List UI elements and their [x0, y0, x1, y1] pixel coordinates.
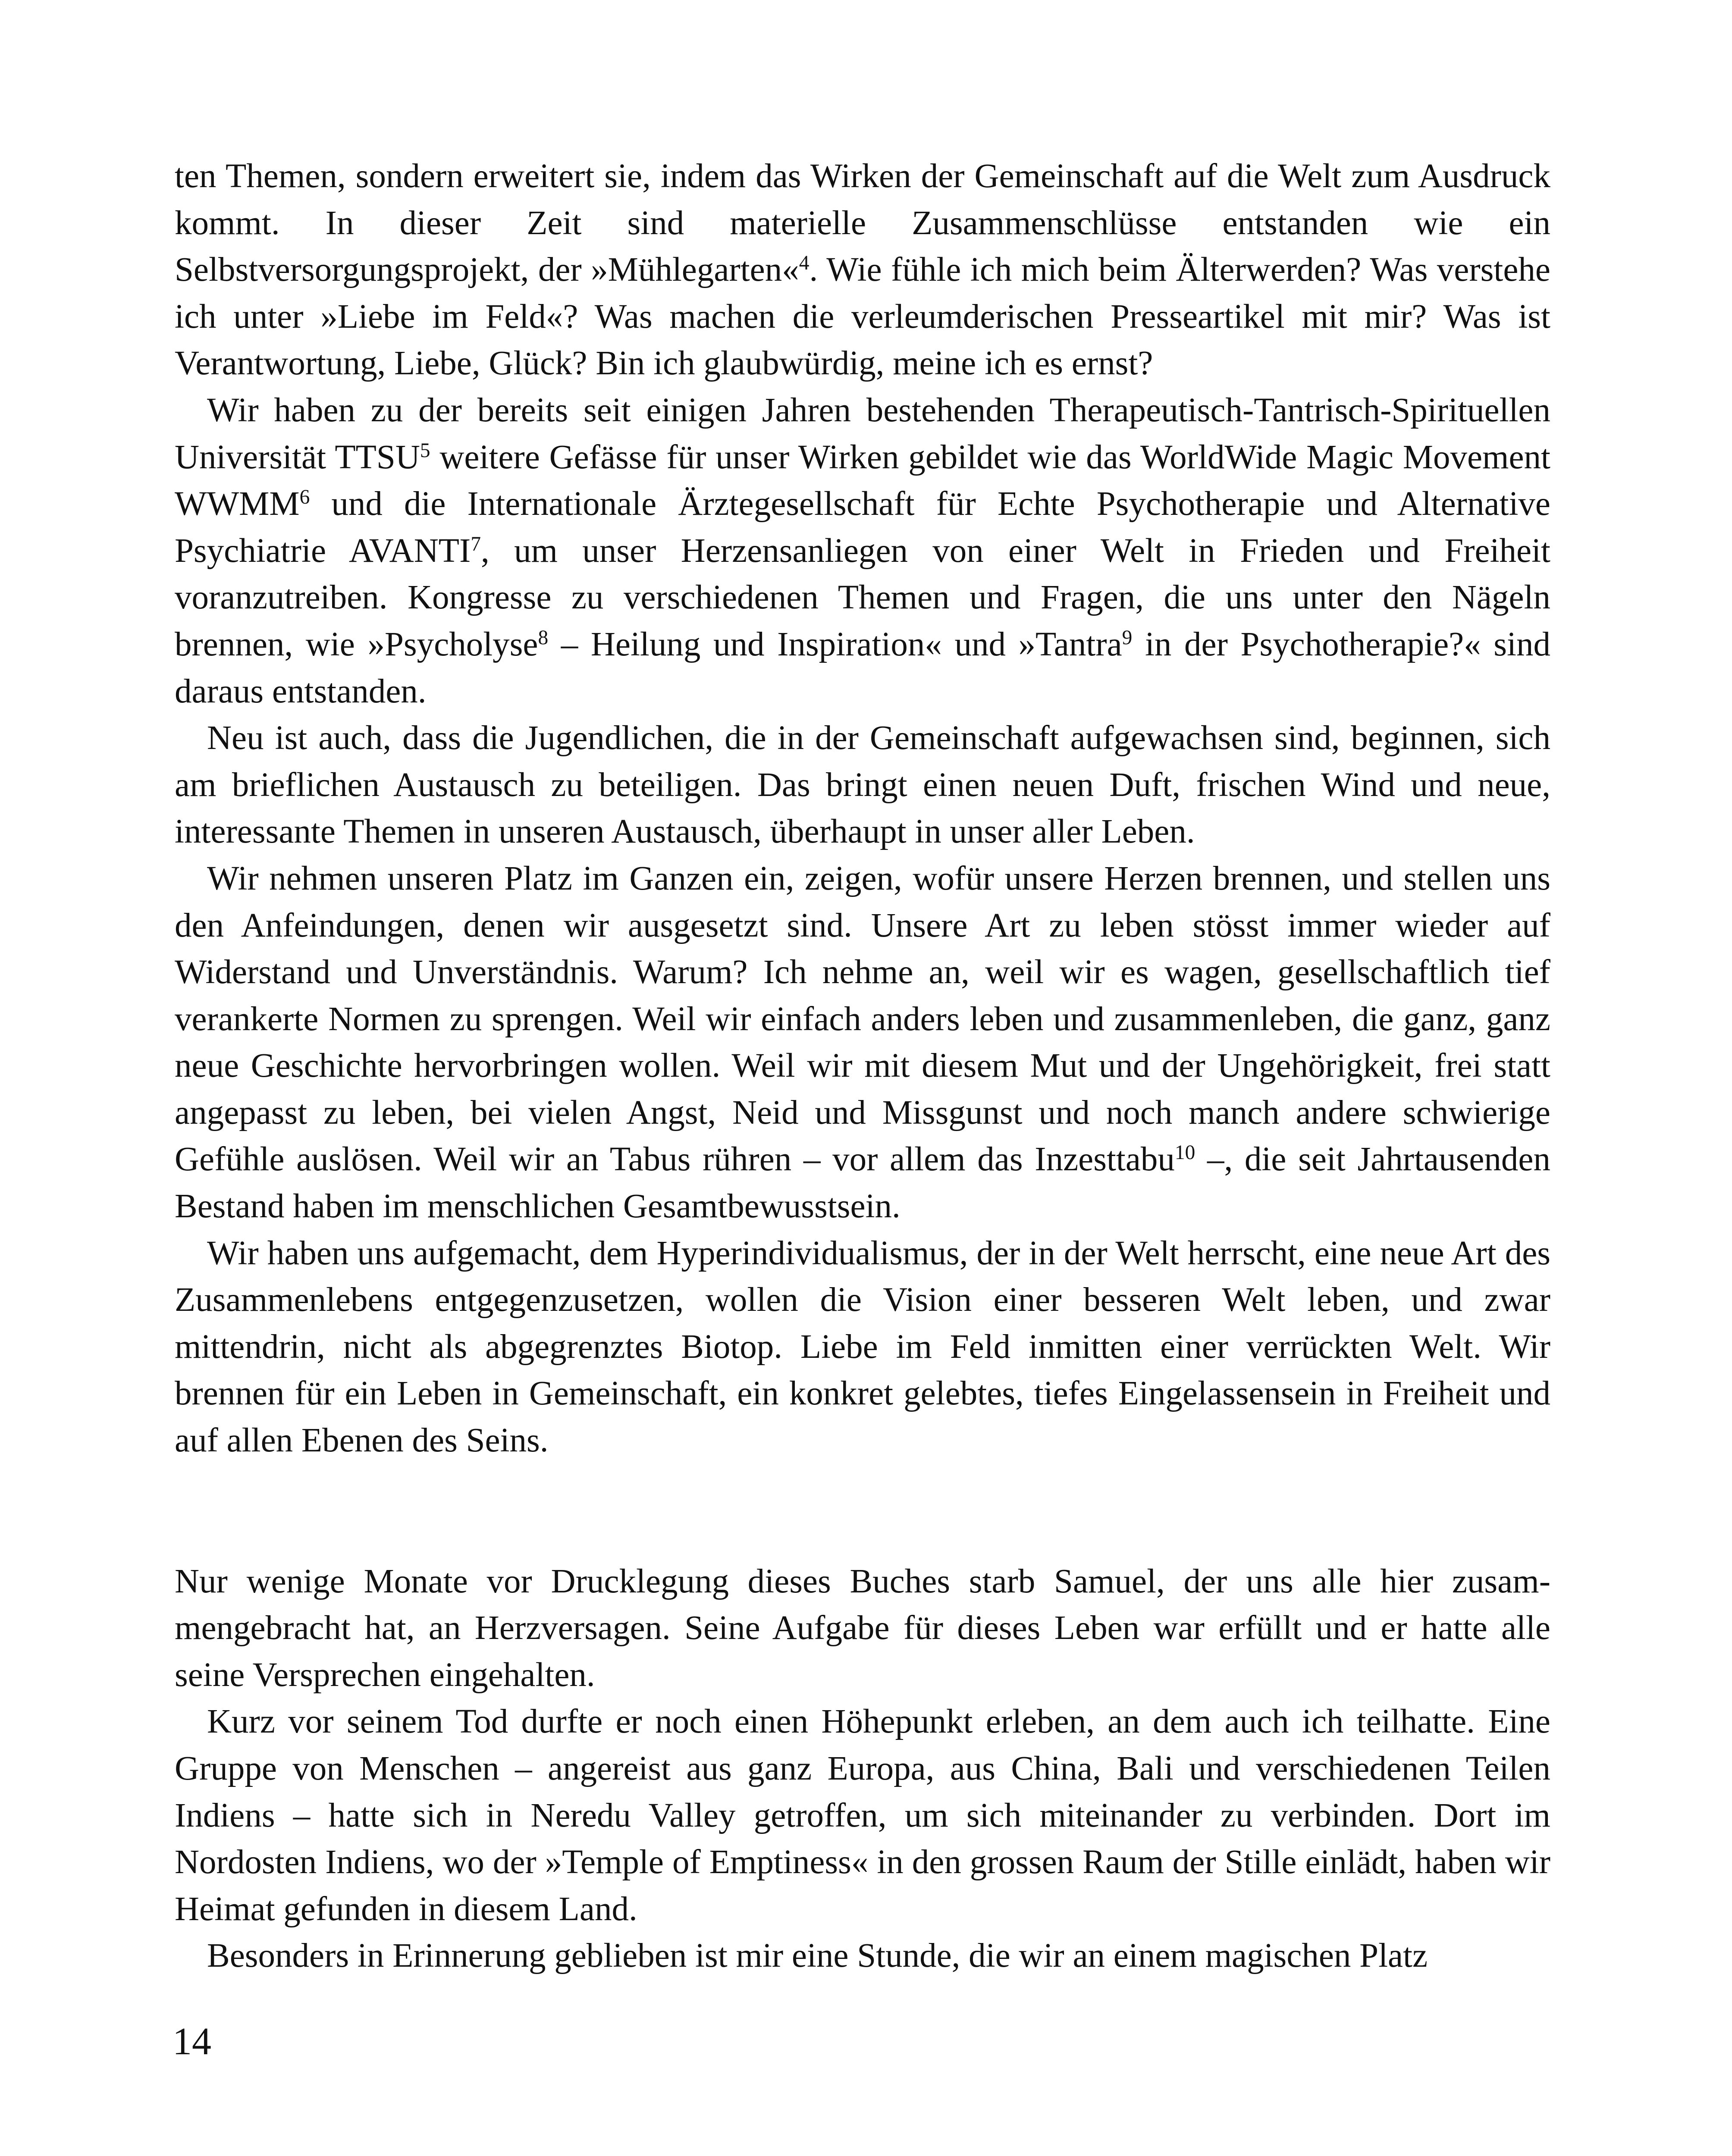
text-run: Nur wenige Monate vor Drucklegung dieses Buches starb Samuel, der uns alle hier zusammengebracht hat, an Herzversagen. Seine Aufgabe für dieses Leben war erfüllt und er hatte alle seine Versprechen eingehalten. — [175, 1562, 1550, 1694]
footnote-marker-9: 9 — [1122, 626, 1133, 649]
paragraph-8 — [175, 1933, 1550, 1980]
text-run: Kurz vor seinem Tod durfte er noch einen Höhepunkt erleben, an dem auch ich teilhatte. Eine Gruppe von Menschen – angereist aus ganz Europa, aus China, Bali und verschiedenen Teilen Indiens – hatte sich in Neredu Valley getroffen, um sich miteinander zu verbinden. Dort im Nordosten Indiens, wo der »Temple of Emptiness« in den grossen Raum der Stille einlädt, haben wir Heimat gefunden in diesem Land. — [175, 1703, 1550, 1928]
paragraph-7 — [175, 1698, 1550, 1933]
text-run: Neu ist auch, dass die Jugendlichen, die in der Gemeinschaft aufgewachsen sind, beginnen, sich am brieflichen Austausch zu beteiligen. Das bringt einen neuen Duft, frischen Wind und neue, interessante Themen in unseren Austausch, überhaupt in unser aller Leben. — [175, 719, 1550, 851]
text-run: Wir nehmen unseren Platz im Ganzen ein, zeigen, wofür unsere Herzen brennen, und stellen uns den Anfeindungen, denen wir ausgesetzt sind. Unsere Art zu leben stösst immer wieder auf Widerstand und Unverständnis. Warum? Ich nehme an, weil wir es wagen, gesellschaftlich tief verankerte Normen zu sprengen. Weil wir einfach anders leben und zusammenleben, die ganz, ganz neue Geschichte hervorbringen wollen. Weil wir mit diesem Mut und der Ungehörigkeit, frei statt angepasst zu leben, bei vielen Angst, Neid und Missgunst und noch manch andere schwierige Gefühle auslösen. Weil wir an Tabus rühren – vor allem das Inzesttabu — [175, 859, 1550, 1178]
text-run: Wir haben uns aufgemacht, dem Hyperindividualismus, der in der Welt herrscht, eine neue Art des Zusammenlebens entgegenzusetzen, wollen die Vision einer besseren Welt leben, und zwar mittendrin, nicht als abgegrenztes Biotop. Liebe im Feld inmitten einer verrückten Welt. Wir brennen für ein Leben in Gemeinschaft, ein konkret gelebtes, tiefes Eingelassensein in Freiheit und auf allen Ebenen des Seins. — [175, 1234, 1550, 1460]
paragraph-6 — [175, 1558, 1550, 1699]
text-run: weitere Gefässe für unser Wirken gebildet wie das WorldWide Magic Movement WWMM — [175, 438, 1550, 523]
text-run: in der Psychotherapie?« sind daraus entstanden. — [175, 625, 1550, 710]
body-text — [175, 153, 1550, 1980]
paragraph-1 — [175, 153, 1550, 387]
page-number: 14 — [173, 2020, 211, 2063]
footnote-marker-10: 10 — [1174, 1141, 1195, 1164]
text-run: Besonders in Erinnerung geblieben ist mir eine Stunde, die wir an einem magischen Platz — [207, 1937, 1428, 1975]
footnote-marker-5: 5 — [420, 439, 430, 462]
paragraph-5 — [175, 1230, 1550, 1464]
paragraph-3 — [175, 715, 1550, 856]
text-run: . Wie fühle ich mich beim Älterwerden? Was verstehe ich unter »Liebe im Feld«? Was machen die verleumderischen Presseartikel mit mir? Was ist Verantwortung, Liebe, Glück? Bin ich glaubwürdig, meine ich es ernst? — [175, 251, 1550, 382]
text-run: , um unser Herzensanliegen von einer Welt in Frieden und Freiheit voranzutreiben. Kongresse zu verschiedenen Themen und Fragen, die uns unter den Nägeln brennen, wie »Psycholyse — [175, 532, 1551, 663]
footnote-marker-8: 8 — [538, 626, 549, 649]
text-run: ten Themen, sondern erweitert sie, indem das Wirken der Gemeinschaft auf die Welt zum Ausdruck kommt. In dieser Zeit sind materielle Zusammenschlüsse entstanden wie ein Selbstversorgungsprojekt, der »Mühlegarten« — [175, 157, 1550, 289]
footnote-marker-7: 7 — [471, 533, 481, 555]
text-run: – Heilung und Inspiration« und »Tantra — [548, 625, 1122, 663]
text-run: Wir haben zu der bereits seit einigen Jahren bestehenden Therapeutisch-Tantrisch-Spirituellen Universität TTSU — [175, 391, 1550, 476]
footnote-marker-6: 6 — [299, 486, 310, 509]
paragraph-2 — [175, 387, 1550, 715]
text-run: und die Internationale Ärztegesellschaft für Echte Psychotherapie und Alternative Psychiatrie AVANTI — [175, 485, 1550, 570]
footnote-marker-4: 4 — [799, 252, 810, 275]
paragraph-4 — [175, 856, 1550, 1230]
text-run: –, die seit Jahrtausenden Bestand haben im menschlichen Gesamtbewusstsein. — [175, 1141, 1550, 1225]
